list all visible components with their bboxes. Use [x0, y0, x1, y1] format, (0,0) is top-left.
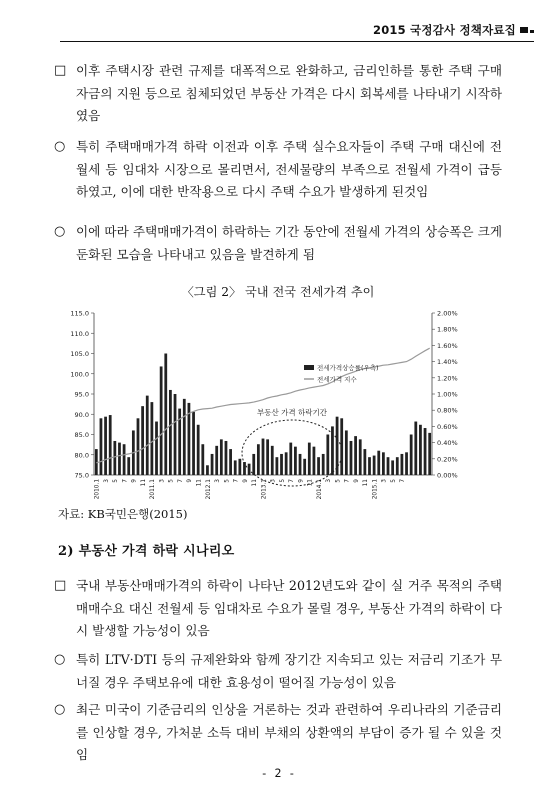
right-tick-label: 2.00%	[437, 309, 458, 318]
left-tick-label: 80.0	[74, 451, 89, 460]
circle-bullet-icon: ○	[54, 139, 66, 154]
left-tick-label: 100.0	[70, 370, 89, 379]
left-tick-label: 95.0	[74, 390, 89, 399]
rate-bar	[155, 422, 158, 475]
section-heading: 2) 부동산 가격 하락 시나리오	[58, 544, 235, 559]
x-tick-label: 5	[279, 478, 286, 483]
rate-bar	[164, 354, 167, 476]
rate-bar	[405, 452, 408, 475]
paragraph-top-1	[54, 60, 502, 128]
x-tick-label: 7	[233, 478, 240, 483]
circle-bullet-icon: ○	[54, 702, 66, 717]
right-tick-label: 1.60%	[437, 341, 458, 350]
figure-source: 자료: KB국민은행(2015)	[58, 507, 188, 521]
legend-bar-label: 전세가격상승률(우측)	[317, 364, 379, 372]
paragraph-text: 특히 LTV·DTI 등의 규제완화와 함께 장기간 지속되고 있는 저금리 기조가 무너질 경우 주택보유에 대한 효용성이 떨어질 가능성이 있음	[76, 652, 502, 690]
rate-bar	[322, 454, 325, 475]
header-mark-icon	[520, 27, 528, 33]
circle-bullet-icon: ○	[54, 652, 66, 667]
square-bullet-icon: □	[54, 578, 67, 593]
x-tick-label: 7	[122, 478, 129, 483]
rate-bar	[424, 428, 427, 475]
x-tick-label: 5	[335, 479, 342, 483]
x-tick-label: 3	[159, 479, 166, 483]
x-tick-label: 3	[381, 479, 388, 483]
rate-bar	[313, 447, 316, 475]
rate-bar	[104, 417, 107, 475]
rate-bar	[396, 457, 399, 475]
rate-bar	[414, 422, 417, 475]
rate-bar	[299, 454, 302, 475]
x-tick-label: 9	[298, 479, 305, 483]
rate-bar	[368, 457, 371, 475]
rate-bar	[113, 441, 116, 475]
rate-bar	[285, 452, 288, 475]
x-tick-label: 9	[187, 478, 194, 483]
rate-bar	[387, 457, 390, 475]
x-tick-label: 9	[131, 479, 138, 483]
x-tick-label: 7	[344, 479, 351, 483]
x-tick-label: 3	[270, 479, 277, 483]
rate-bar	[174, 394, 177, 475]
left-tick-label: 85.0	[74, 431, 89, 439]
rate-bar	[401, 454, 404, 475]
rate-bar	[211, 454, 214, 475]
right-tick-label: 0.80%	[437, 406, 458, 415]
jeonse-price-chart	[60, 307, 480, 503]
rate-bar	[127, 457, 130, 475]
paragraph-bottom-2	[54, 649, 502, 694]
page-header	[0, 0, 556, 40]
rate-bar	[150, 402, 153, 475]
right-tick-label: 0.40%	[437, 439, 458, 448]
rate-bar	[225, 441, 228, 475]
x-tick-label: 7	[400, 478, 407, 483]
right-tick-label: 1.80%	[437, 325, 458, 334]
x-tick-label: 5	[168, 478, 175, 483]
x-tick-label: 5	[113, 479, 120, 483]
rate-bar	[377, 451, 380, 475]
figure-title: 〈그림 2〉 국내 전국 전세가격 추이	[181, 285, 375, 299]
x-tick-label: 3	[103, 479, 110, 483]
rate-bar	[428, 433, 431, 475]
right-tick-label: 1.00%	[437, 390, 458, 399]
x-tick-label: 3	[326, 478, 333, 483]
rate-bar	[123, 444, 126, 475]
paragraph-text: 국내 부동산매매가격의 하락이 나타난 2012년도와 같이 실 거주 목적의 주택 매매수요 대신 전월세 등 임대차로 수요가 몰릴 경우, 부동산 가격의 하락이 다시 발생할 가능성이 있음	[76, 578, 502, 638]
paragraph-bottom-1	[54, 575, 502, 643]
x-tick-label: 9	[353, 478, 360, 483]
rate-bar	[363, 449, 366, 475]
left-tick-label: 115.0	[70, 309, 89, 318]
rate-bar	[160, 366, 163, 475]
x-tick-label: 2014.1	[316, 479, 323, 500]
paragraph-text: 이에 따라 주택매매가격이 하락하는 기간 동안에 전월세 가격의 상승폭은 크게 둔화된 모습을 나타내고 있음을 발견하게 됨	[76, 224, 502, 262]
rate-bar	[252, 454, 255, 475]
paragraph-bottom-3	[54, 699, 502, 767]
circle-bullet-icon: ○	[54, 224, 66, 239]
rate-bar	[308, 443, 311, 475]
rate-bar	[419, 425, 422, 475]
x-tick-label: 11	[307, 478, 314, 487]
paragraph-top-2	[54, 136, 502, 204]
right-tick-label: 1.40%	[437, 358, 458, 367]
rate-bar	[234, 460, 237, 475]
rate-bar	[391, 460, 394, 475]
rate-bar	[317, 457, 320, 475]
right-tick-label: 0.60%	[437, 422, 458, 431]
rate-bar	[257, 444, 260, 475]
legend-bar-swatch	[304, 365, 314, 370]
x-tick-label: 9	[242, 479, 249, 483]
x-tick-label: 11	[363, 479, 370, 487]
x-tick-label: 3	[215, 478, 221, 483]
rate-bar	[100, 418, 103, 475]
x-tick-label: 2012.1	[205, 479, 212, 500]
square-bullet-icon: □	[54, 63, 67, 78]
falling-period-annotation: 부동산 가격 하락기간	[257, 408, 327, 417]
paragraph-text: 이후 주택시장 관련 규제를 대폭적으로 완화하고, 금리인하를 통한 주택 구매 자금의 지원 등으로 침체되었던 부동산 가격은 다시 회복세를 나타내기 시작하였음	[76, 63, 502, 123]
left-tick-label: 90.0	[74, 410, 89, 419]
rate-bar	[137, 418, 140, 475]
rate-bar	[271, 446, 274, 475]
rate-bar	[410, 435, 413, 476]
x-tick-label: 11	[140, 478, 147, 487]
right-tick-label: 0.00%	[437, 471, 458, 480]
paragraph-text: 특히 주택매매가격 하락 이전과 이후 주택 실수요자들이 주택 구매 대신에 전 월세 등 임대차 시장으로 몰리면서, 전세물량의 부족으로 전월세 가격이 급등하였고, 이에 대한 반작용으로 다시 주택 수요가 발생하게 된것임	[76, 139, 502, 199]
rate-bar	[238, 459, 241, 475]
rate-bar	[276, 457, 279, 475]
right-tick-label: 0.20%	[437, 455, 458, 464]
rate-bar	[201, 444, 204, 475]
x-tick-label: 2013.1	[261, 478, 268, 500]
rate-bar	[354, 436, 357, 475]
header-rule	[60, 41, 534, 42]
rate-bar	[303, 459, 306, 475]
x-tick-label: 2015.1	[372, 478, 379, 500]
legend-line-label: 전세가격 지수	[317, 375, 357, 384]
rate-bar	[266, 439, 269, 475]
x-tick-label: 5	[224, 479, 231, 483]
rate-bar	[229, 449, 232, 475]
rate-bar	[220, 439, 223, 475]
rate-bar	[359, 439, 362, 475]
x-tick-label: 7	[178, 479, 184, 483]
paragraph-top-3	[54, 221, 502, 266]
paragraph-text: 최근 미국이 기준금리의 인상을 거론하는 것과 관련하여 우리나라의 기준금리를 인상할 경우, 가처분 소득 대비 부채의 상환액의 부담이 증가 될 수 있을 것임	[76, 702, 502, 762]
rate-bar	[109, 415, 112, 475]
rate-bar	[382, 452, 385, 475]
x-tick-label: 2011.1	[150, 479, 157, 500]
rate-bar	[206, 465, 209, 475]
rate-bar	[169, 390, 172, 475]
rate-bar	[289, 443, 292, 475]
rate-bar	[146, 396, 149, 475]
rate-bar	[262, 439, 265, 475]
x-tick-label: 5	[391, 479, 397, 483]
rate-bar	[215, 446, 218, 475]
rate-bar	[280, 454, 283, 475]
left-tick-label: 75.0	[74, 471, 89, 480]
page-number: - 2 -	[260, 766, 296, 780]
rate-bar	[118, 443, 121, 475]
header-mark-small-icon	[530, 30, 534, 33]
rate-bar	[141, 406, 144, 475]
left-tick-label: 105.0	[70, 350, 89, 358]
left-tick-label: 110.0	[70, 329, 89, 338]
x-tick-label: 11	[252, 479, 259, 487]
rate-bar	[350, 441, 353, 475]
x-tick-label: 7	[289, 479, 296, 483]
x-tick-label: 11	[196, 479, 203, 487]
rate-bar	[373, 456, 376, 475]
rate-bar	[294, 447, 297, 475]
right-tick-label: 1.20%	[437, 374, 458, 383]
rate-bar	[192, 412, 195, 475]
rate-bar	[183, 399, 186, 475]
x-tick-label: 2010.1	[94, 478, 101, 500]
rate-bar	[197, 425, 200, 475]
rate-bar	[345, 430, 348, 475]
rate-bar	[326, 435, 329, 476]
header-title: 2015 국정감사 정책자료집	[373, 23, 516, 37]
